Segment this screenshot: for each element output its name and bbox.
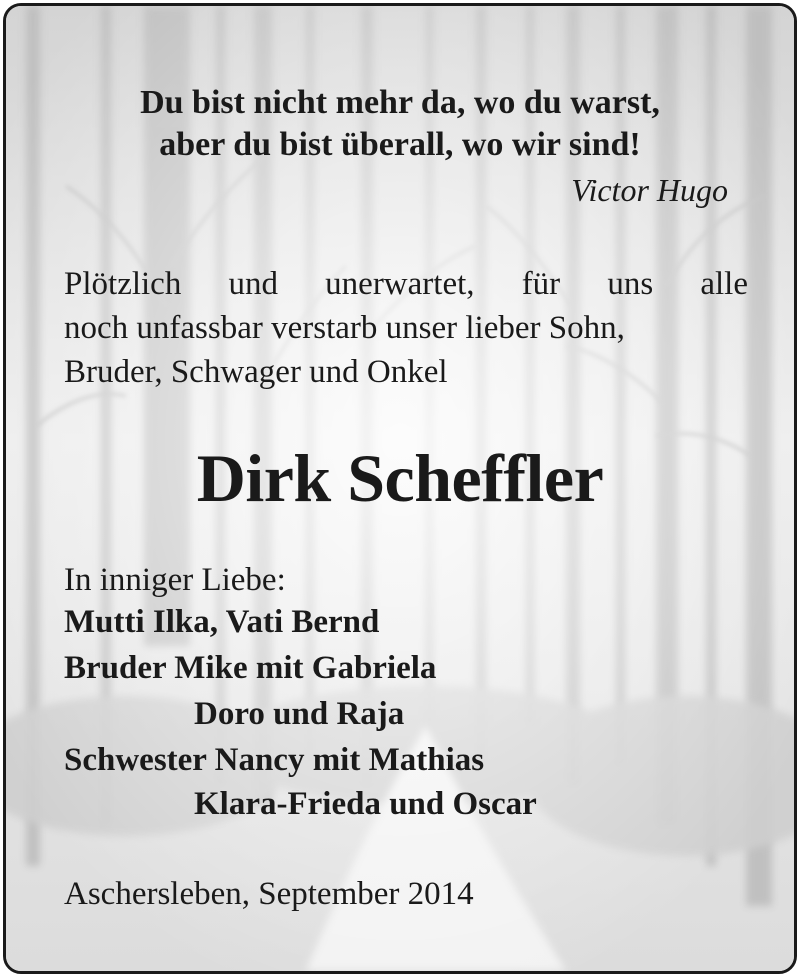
intro-line-3: Bruder, Schwager und Onkel [64,354,448,390]
mourner-line: Schwester Nancy mit Mathias [64,742,485,778]
mourner-line: Bruder Mike mit Gabriela [64,650,437,686]
intro-word: unerwartet, [325,266,475,302]
intro-line-2: noch unfassbar verstarb unser lieber Sohn, [64,310,625,346]
intro-word: Plötzlich [64,266,182,302]
obituary-card [3,3,797,974]
obituary-text [6,6,794,971]
quote-line-1: Du bist nicht mehr da, wo du warst, [140,84,660,121]
intro-word: und [228,266,278,302]
place-and-date: Aschersleben, September 2014 [64,876,474,912]
intro-word: alle [700,266,748,302]
intro-word: uns [607,266,654,302]
quote-line-2: aber du bist überall, wo wir sind! [159,126,641,163]
intro-line-1 [64,262,748,306]
mourner-line: Klara-Frieda und Oscar [194,786,537,822]
deceased-name: Dirk Scheffler [196,440,604,516]
quote-author: Victor Hugo [571,172,728,208]
mourner-line: Doro und Raja [194,696,405,732]
mourner-line: Mutti Ilka, Vati Bernd [64,604,380,640]
mourners-heading: In inniger Liebe: [64,562,286,598]
intro-word: für [521,266,561,302]
